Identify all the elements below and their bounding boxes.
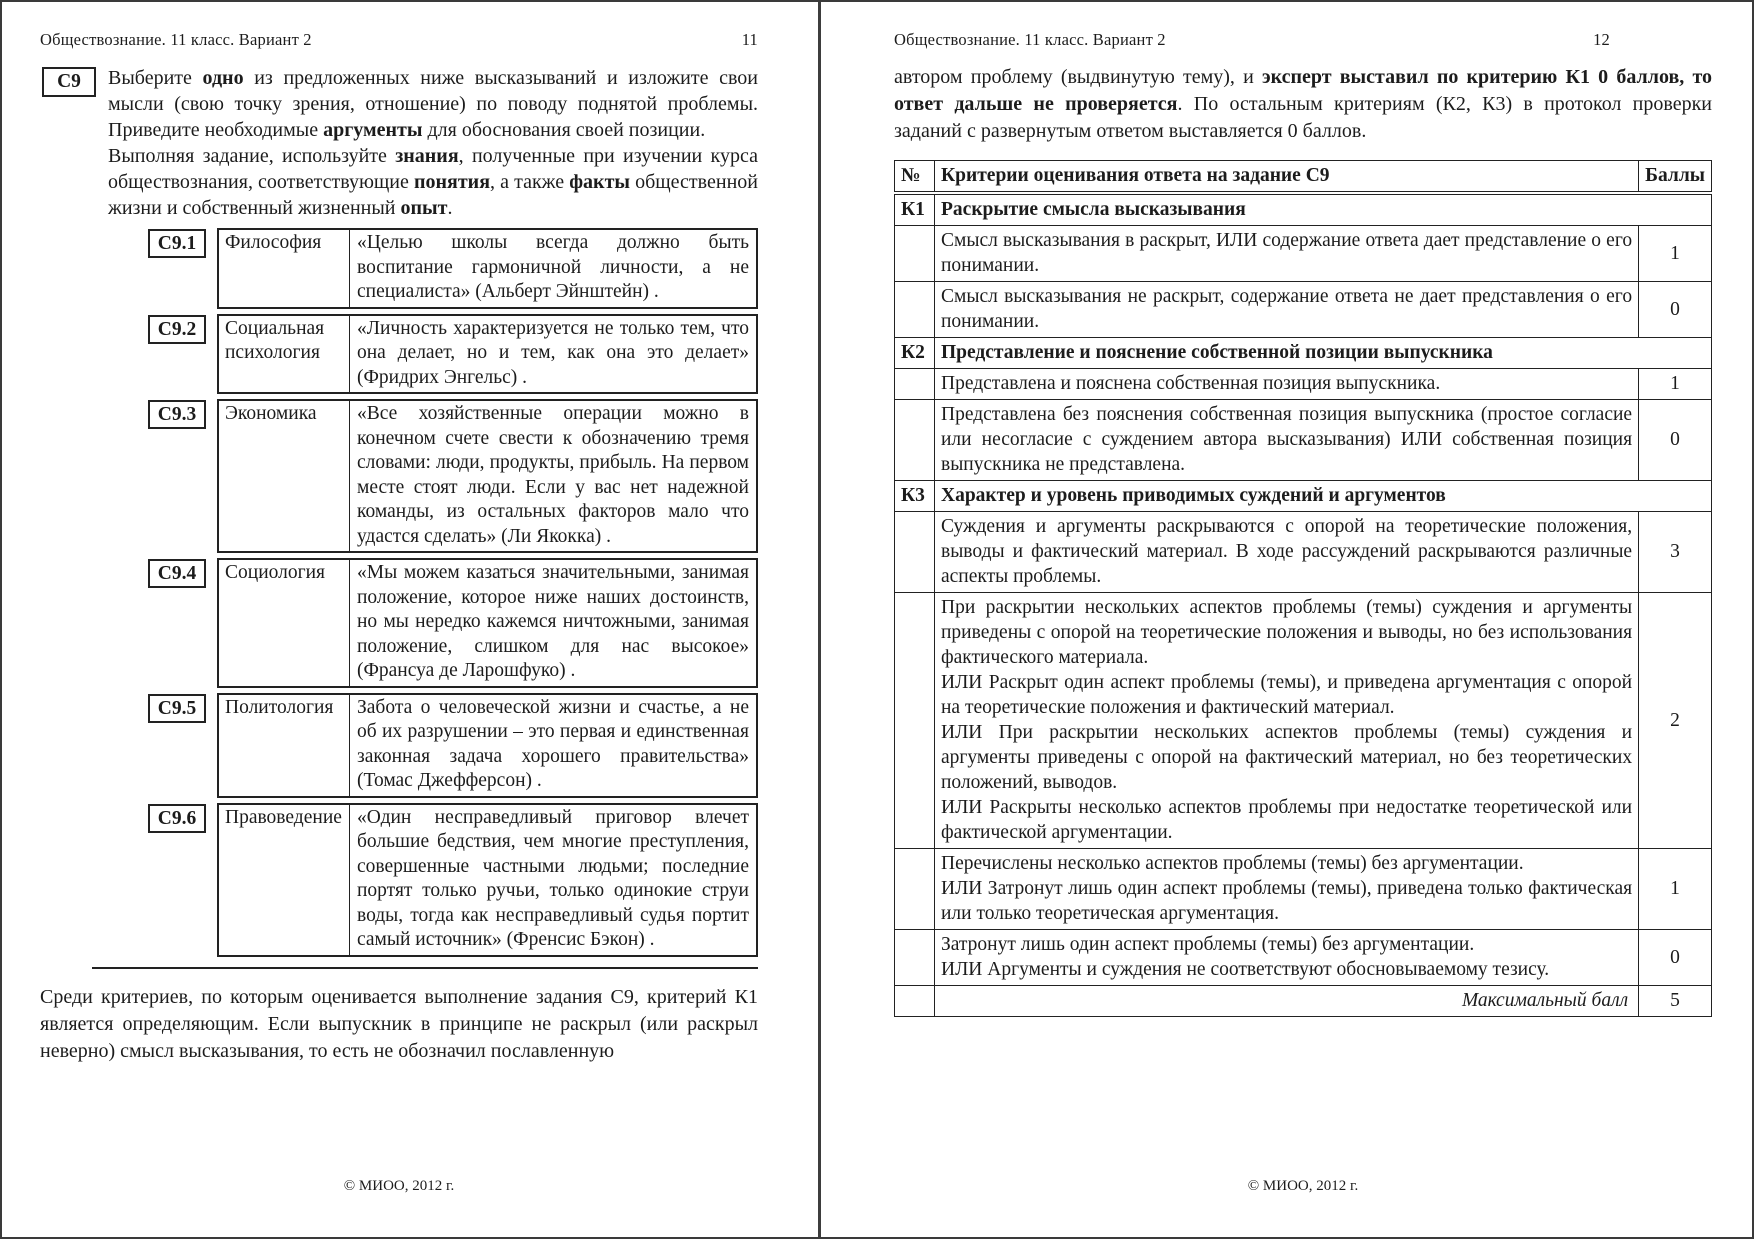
subtask-label: С9.1 bbox=[148, 229, 206, 258]
closing-paragraph: Среди критериев, по которым оценивается выполнение задания С9, критерий К1 является определяющим. Если выпускник в принципе не раскрыл (или раскрыл неверно) смысл высказывания, то есть не обозначил пославленную bbox=[40, 985, 758, 1062]
subtask-label: С9.2 bbox=[148, 315, 206, 344]
text-segment: для обоснования своей позиции. bbox=[422, 119, 706, 141]
text-segment: из предложенных ниже высказываний и изложите свои мысли (свою точку зрения, отношение) по поводу поднятой проблемы. Приведите необходимые bbox=[108, 67, 758, 141]
quote-text-cell: «Мы можем казаться значительными, занимая положение, которое ниже наших достоинств, но мы нередко кажемся ничтожными, занимая положение, слишком для нас высокое» (Франсуа де Ларошфуко) . bbox=[357, 562, 749, 681]
criterion-paragraph: Смысл высказывания в раскрыт, ИЛИ содержание ответа дает представление о его понимании. bbox=[941, 230, 1633, 276]
continuation-paragraph bbox=[894, 64, 1712, 145]
col-num-header: № bbox=[895, 161, 935, 194]
page-12 bbox=[821, 2, 1752, 1237]
criteria-section-row bbox=[895, 338, 1712, 369]
max-score-value: 5 bbox=[1639, 986, 1712, 1017]
text-segment: . bbox=[447, 197, 453, 219]
criterion-text-cell bbox=[935, 400, 1639, 481]
quote-subject-cell: Экономика bbox=[219, 401, 350, 551]
quote-subject-cell: Философия bbox=[219, 230, 350, 307]
page-header bbox=[40, 30, 758, 50]
text-segment: автором проблему (выдвинутую тему), и bbox=[894, 66, 1262, 88]
criterion-paragraph: При раскрытии нескольких аспектов проблемы (темы) суждения и аргументы приведены с опорой на теоретические положения и выводы, но без использования фактического материала. bbox=[941, 597, 1633, 668]
text-segment: факты bbox=[569, 171, 631, 193]
task-paragraph-2 bbox=[108, 143, 758, 221]
task-paragraph-1 bbox=[108, 65, 758, 143]
criterion-score-cell: 0 bbox=[1639, 282, 1712, 338]
criterion-number-cell bbox=[895, 930, 935, 986]
quote-table bbox=[217, 803, 758, 957]
criterion-paragraph: Суждения и аргументы раскрываются с опорой на теоретические положения, выводы и фактический материал. В ходе рассуждений раскрываются различные аспекты проблемы. bbox=[941, 516, 1633, 587]
page-number: 12 bbox=[1593, 30, 1610, 49]
criterion-number-cell bbox=[895, 593, 935, 849]
quote-row bbox=[148, 803, 758, 957]
criterion-text-cell bbox=[935, 282, 1639, 338]
criterion-number-cell: К1 bbox=[895, 193, 935, 226]
criterion-number-cell bbox=[895, 849, 935, 930]
quotes-list bbox=[148, 228, 758, 957]
subtask-label: С9.3 bbox=[148, 400, 206, 429]
text-segment: знания bbox=[395, 145, 459, 167]
criterion-row bbox=[895, 369, 1712, 400]
criterion-number-cell bbox=[895, 282, 935, 338]
quote-row bbox=[148, 399, 758, 553]
text-segment: одно bbox=[202, 67, 244, 89]
quote-text-cell: «Целью школы всегда должно быть воспитание гармоничной личности, а не специалиста» (Альберт Эйнштейн) . bbox=[357, 232, 749, 302]
criterion-paragraph: ИЛИ Аргументы и суждения не соответствуют обосновываемому тезису. bbox=[941, 959, 1550, 980]
quote-table bbox=[217, 693, 758, 798]
text-segment: эксперт выставил по критерию К1 0 баллов, то ответ дальше не проверяется bbox=[894, 66, 1712, 115]
criterion-number-cell bbox=[895, 226, 935, 282]
page-number: 11 bbox=[741, 30, 758, 49]
criterion-score-cell: 1 bbox=[1639, 226, 1712, 282]
criterion-paragraph: Перечислены несколько аспектов проблемы (темы) без аргументации. bbox=[941, 853, 1524, 874]
criterion-row bbox=[895, 849, 1712, 930]
criterion-paragraph: Затронут лишь один аспект проблемы (темы) без аргументации. bbox=[941, 934, 1475, 955]
quote-table bbox=[217, 399, 758, 553]
criterion-row bbox=[895, 282, 1712, 338]
page-11 bbox=[2, 2, 818, 1237]
criterion-text-cell bbox=[935, 593, 1639, 849]
subtask-label: С9.5 bbox=[148, 694, 206, 723]
criterion-number-cell: К2 bbox=[895, 338, 935, 369]
max-score-row bbox=[895, 986, 1712, 1017]
criterion-score-cell: 1 bbox=[1639, 849, 1712, 930]
text-segment: понятия bbox=[413, 171, 491, 193]
section-divider-rule bbox=[92, 967, 758, 969]
criterion-number-cell bbox=[895, 512, 935, 593]
quote-subject-cell: Правоведение bbox=[219, 805, 350, 955]
quote-subject-cell: Социология bbox=[219, 560, 350, 686]
criterion-row bbox=[895, 400, 1712, 481]
quote-row bbox=[148, 314, 758, 395]
col-score-header: Баллы bbox=[1639, 161, 1712, 194]
copyright-text: © МИОО, 2012 г. bbox=[343, 1178, 455, 1194]
criterion-paragraph: Смысл высказывания не раскрыт, содержание ответа не дает представления о его понимании. bbox=[941, 286, 1633, 332]
criterion-paragraph: ИЛИ Раскрыты несколько аспектов проблемы при недостатке теоретической или фактической аргументации. bbox=[941, 797, 1633, 843]
criteria-table bbox=[894, 160, 1712, 1017]
criteria-section-row bbox=[895, 481, 1712, 512]
quote-row bbox=[148, 558, 758, 688]
copyright-text: © МИОО, 2012 г. bbox=[1247, 1178, 1359, 1194]
criteria-section-title: Представление и пояснение собственной позиции выпускника bbox=[935, 338, 1712, 369]
criterion-score-cell: 2 bbox=[1639, 593, 1712, 849]
criterion-row bbox=[895, 512, 1712, 593]
text-segment: общественной жизни и собственный жизненный bbox=[108, 171, 758, 219]
subtask-label: С9.4 bbox=[148, 559, 206, 588]
criterion-score-cell: 1 bbox=[1639, 369, 1712, 400]
text-segment: опыт bbox=[400, 197, 448, 219]
criteria-section-row bbox=[895, 193, 1712, 226]
quote-row bbox=[148, 228, 758, 309]
criteria-header-row bbox=[895, 161, 1712, 194]
col-criteria-header: Критерии оценивания ответа на задание С9 bbox=[935, 161, 1639, 194]
page-footer bbox=[894, 1178, 1712, 1195]
quote-subject-cell: Политология bbox=[219, 695, 350, 796]
criterion-text-cell bbox=[935, 512, 1639, 593]
quote-subject-cell: Социальная психология bbox=[219, 316, 350, 393]
quote-table bbox=[217, 558, 758, 688]
page-header-title: Обществознание. 11 класс. Вариант 2 bbox=[894, 30, 1166, 49]
criterion-score-cell: 3 bbox=[1639, 512, 1712, 593]
criterion-paragraph: ИЛИ Затронут лишь один аспект проблемы (темы), приведена только фактическая или только теоретическая аргументация. bbox=[941, 878, 1633, 924]
text-segment: , полученные при изучении курса обществознания, соответствующие bbox=[108, 145, 758, 193]
quote-text-cell: Забота о человеческой жизни и счастье, а не об их разрушении – это первая и единственная законная задача хорошего правительства» (Томас Джефферсон) . bbox=[357, 696, 749, 791]
criterion-score-cell: 0 bbox=[1639, 930, 1712, 986]
max-score-label: Максимальный балл bbox=[935, 986, 1639, 1017]
quote-table bbox=[217, 228, 758, 309]
quote-text-cell: «Личность характеризуется не только тем, что она делает, но и тем, как она это делает» (Фридрих Энгельс) . bbox=[357, 317, 749, 388]
criterion-row bbox=[895, 930, 1712, 986]
text-segment: Выполняя задание, используйте bbox=[108, 145, 396, 167]
criterion-row bbox=[895, 593, 1712, 849]
task-label-box: С9 bbox=[42, 67, 96, 97]
criterion-text-cell bbox=[935, 369, 1639, 400]
task-block bbox=[40, 65, 758, 221]
criterion-text-cell bbox=[935, 930, 1639, 986]
criterion-paragraph: ИЛИ При раскрытии нескольких аспектов проблемы (темы) суждения и аргументы приведены с опорой на фактический материал, но без теоретических положений, выводов. bbox=[941, 722, 1633, 793]
page-header bbox=[894, 30, 1610, 50]
page-footer bbox=[40, 1178, 758, 1195]
quote-table bbox=[217, 314, 758, 395]
criteria-section-title: Характер и уровень приводимых суждений и аргументов bbox=[935, 481, 1712, 512]
criteria-section-title: Раскрытие смысла высказывания bbox=[935, 193, 1712, 226]
page-header-title: Обществознание. 11 класс. Вариант 2 bbox=[40, 30, 312, 49]
quote-text-cell: «Все хозяйственные операции можно в конечном счете свести к обозначению тремя словами: люди, продукты, прибыль. На первом месте стоят люди. Если у вас нет надежной команды, из остальных факторов мало что удастся сделать» (Ли Якокка) . bbox=[357, 403, 749, 547]
subtask-label: С9.6 bbox=[148, 804, 206, 833]
quote-row bbox=[148, 693, 758, 798]
text-segment: . По остальным критериям (К2, К3) в протокол проверки заданий с развернутым ответом выставляется 0 баллов. bbox=[894, 93, 1712, 142]
criterion-paragraph: Представлена и пояснена собственная позиция выпускника. bbox=[941, 373, 1441, 394]
text-segment: аргументы bbox=[323, 119, 423, 141]
text-segment: Выберите bbox=[108, 67, 203, 89]
quote-text-cell: «Один несправедливый приговор влечет большие бедствия, чем многие преступления, совершенные частными людьми; последние портят только ручьи, только одинокие струи воды, тогда как несправедливый судья портит самый источник» (Френсис Бэкон) . bbox=[357, 806, 749, 950]
task-text bbox=[108, 65, 758, 221]
criterion-text-cell bbox=[935, 849, 1639, 930]
criterion-paragraph: Представлена без пояснения собственная позиция выпускника (простое согласие или несогласие с суждением автора высказывания) ИЛИ собственная позиция выпускника не представлена. bbox=[941, 404, 1633, 475]
criterion-number-cell bbox=[895, 400, 935, 481]
text-segment: , а также bbox=[490, 171, 570, 193]
criterion-paragraph: ИЛИ Раскрыт один аспект проблемы (темы), и приведена аргументация с опорой на теоретические положения и фактический материал. bbox=[941, 672, 1633, 718]
criterion-number-cell bbox=[895, 369, 935, 400]
criterion-text-cell bbox=[935, 226, 1639, 282]
criterion-row bbox=[895, 226, 1712, 282]
criterion-score-cell: 0 bbox=[1639, 400, 1712, 481]
criterion-number-cell bbox=[895, 986, 935, 1017]
criterion-number-cell: К3 bbox=[895, 481, 935, 512]
